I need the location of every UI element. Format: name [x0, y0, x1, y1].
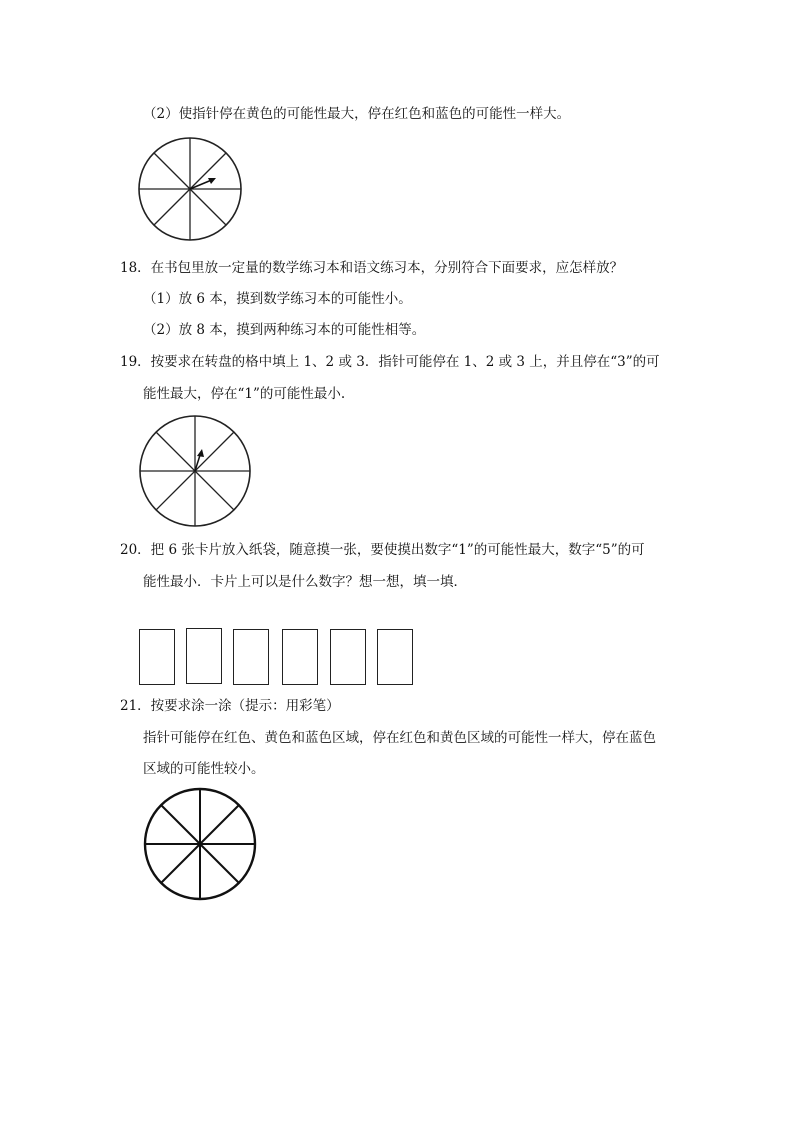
blank-card-3[interactable]	[233, 629, 269, 685]
q21-line1: 指针可能停在红色、黄色和蓝色区域，停在红色和黄色区域的可能性一样大，停在蓝色	[143, 730, 656, 746]
spinner-q17	[137, 136, 243, 242]
pointer-arrow-icon	[195, 449, 204, 471]
q17-part2-text: （2）使指针停在黄色的可能性最大，停在红色和蓝色的可能性一样大。	[143, 106, 571, 122]
q18-part2: （2）放 8 本，摸到两种练习本的可能性相等。	[143, 322, 426, 338]
blank-card-5[interactable]	[330, 629, 366, 685]
q20-line2: 能性最小．卡片上可以是什么数字？想一想，填一填．	[143, 574, 467, 590]
q19-line2: 能性最大，停在“1”的可能性最小.	[143, 386, 346, 402]
q21-title: 21．按要求涂一涂（提示：用彩笔）	[120, 698, 340, 714]
q19-line1: 19．按要求在转盘的格中填上 1、2 或 3．指针可能停在 1、2 或 3 上，并且停在“3”的可	[120, 354, 660, 370]
spinner-q19	[138, 414, 252, 528]
blank-card-1[interactable]	[139, 629, 175, 685]
q18-part1: （1）放 6 本，摸到数学练习本的可能性小。	[143, 291, 412, 307]
q20-line1: 20．把 6 张卡片放入纸袋，随意摸一张，要使摸出数字“1”的可能性最大，数字“5”的可	[120, 542, 645, 558]
spinner-q21[interactable]	[143, 787, 257, 901]
blank-card-4[interactable]	[282, 629, 318, 685]
blank-card-6[interactable]	[377, 629, 413, 685]
pointer-arrow-icon	[190, 178, 216, 189]
q18-title: 18．在书包里放一定量的数学练习本和语文练习本，分别符合下面要求，应怎样放？	[120, 260, 624, 276]
q21-line2: 区域的可能性较小。	[143, 761, 265, 777]
blank-card-2[interactable]	[186, 628, 222, 684]
